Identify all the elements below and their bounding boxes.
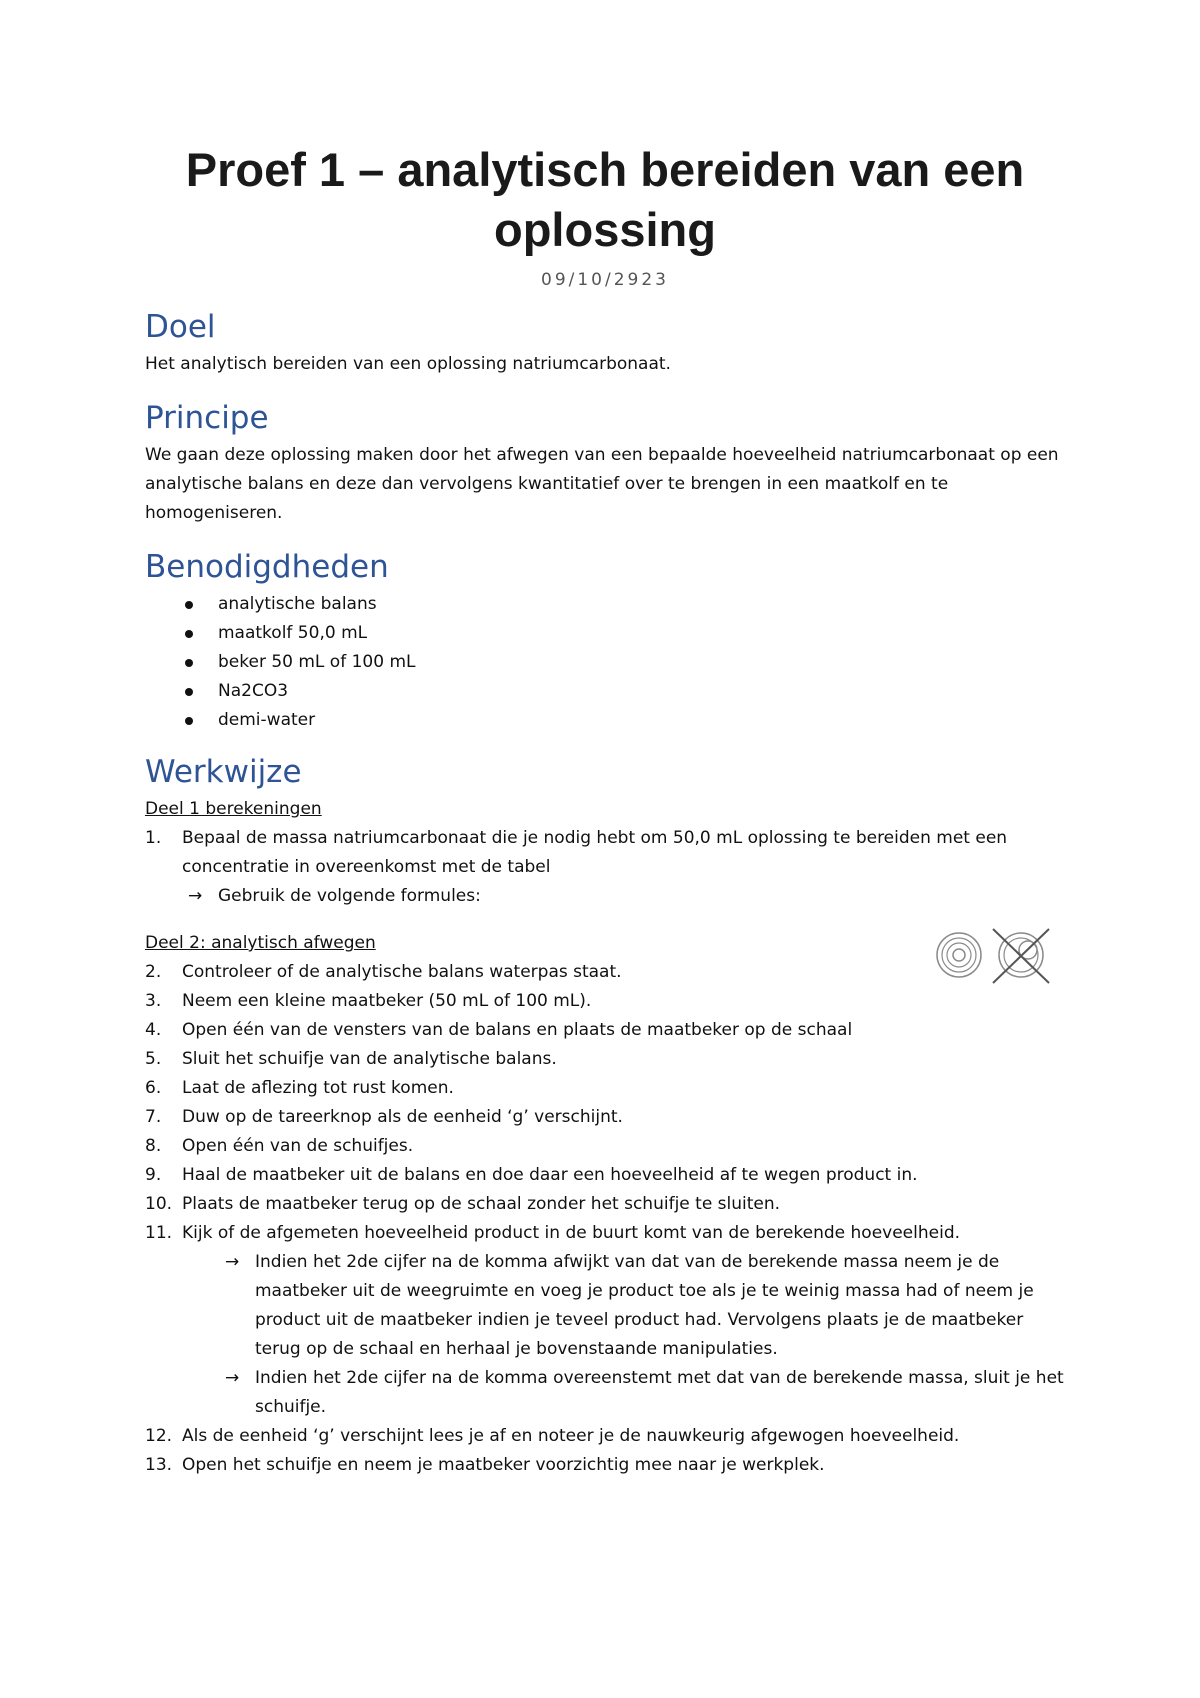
step-item (145, 1190, 1065, 1219)
arrow-note (145, 1248, 1065, 1364)
list-item-text: analytische balans (218, 594, 377, 614)
page-title: Proef 1 – analytisch bereiden van een oplossing (185, 143, 1025, 256)
step-number: 5. (145, 1049, 162, 1069)
bullet-icon (185, 659, 193, 667)
list-item (145, 677, 1065, 706)
document-date: 09/10/2923 (541, 270, 669, 290)
section-heading-benodigdheden: Benodigdheden (145, 549, 389, 585)
step-item (145, 1074, 1065, 1103)
doel-text: Het analytisch bereiden van een oplossing natriumcarbonaat. (145, 354, 671, 374)
step-text: Plaats de maatbeker terug op de schaal zonder het schuifje te sluiten. (182, 1194, 781, 1214)
step-text: Neem een kleine maatbeker (50 mL of 100 mL). (182, 991, 592, 1011)
bullet-icon (185, 688, 193, 696)
step-text: Kijk of de afgemeten hoeveelheid product in de buurt komt van de berekende hoeveelheid. (182, 1223, 961, 1243)
arrow-right-icon: → (188, 886, 203, 906)
step-number: 8. (145, 1136, 162, 1156)
step-text: Open het schuifje en neem je maatbeker voorzichtig mee naar je werkplek. (182, 1455, 825, 1475)
bullet-icon (185, 630, 193, 638)
step-number: 4. (145, 1020, 162, 1040)
step-number: 1. (145, 828, 162, 848)
deel2-section (145, 929, 1065, 1480)
step-item (145, 1103, 1065, 1132)
step-item (145, 1016, 1065, 1045)
deel1-heading: Deel 1 berekeningen (145, 799, 322, 819)
arrow-note-text: Gebruik de volgende formules: (218, 886, 481, 906)
section-heading-principe: Principe (145, 400, 269, 436)
step-item (145, 1161, 1065, 1190)
step-item (145, 1045, 1065, 1074)
benodigdheden-list (145, 590, 1065, 735)
document-page (145, 140, 1065, 1480)
step-text: Controleer of de analytische balans waterpas staat. (182, 962, 622, 982)
step-item (145, 1422, 1065, 1451)
list-item (145, 619, 1065, 648)
section-heading-doel: Doel (145, 309, 216, 345)
step-item (145, 824, 1065, 882)
step-number: 2. (145, 962, 162, 982)
step-text: Duw op de tareerknop als de eenheid ‘g’ verschijnt. (182, 1107, 623, 1127)
step-text: Open één van de schuifjes. (182, 1136, 414, 1156)
list-item-text: beker 50 mL of 100 mL (218, 652, 416, 672)
step-item (145, 1451, 1065, 1480)
step-item (145, 1132, 1065, 1161)
step-number: 7. (145, 1107, 162, 1127)
step-item (145, 1219, 1065, 1248)
list-item (145, 590, 1065, 619)
step-text: Sluit het schuifje van de analytische balans. (182, 1049, 557, 1069)
list-item-text: Na2CO3 (218, 681, 289, 701)
bullet-icon (185, 717, 193, 725)
step-number: 3. (145, 991, 162, 1011)
step-text: Als de eenheid ‘g’ verschijnt lees je af en noteer je de nauwkeurig afgewogen hoeveelheid. (182, 1426, 960, 1446)
step-text: Bepaal de massa natriumcarbonaat die je nodig hebt om 50,0 mL oplossing te bereiden met een concentratie in overeenkomst met de tabel (182, 828, 1008, 877)
arrow-note-text: Indien het 2de cijfer na de komma overeenstemt met dat van de berekende massa, sluit je het schuifje. (255, 1368, 1064, 1417)
section-heading-werkwijze: Werkwijze (145, 754, 302, 790)
list-item (145, 706, 1065, 735)
arrow-note (145, 1364, 1065, 1422)
step-text: Haal de maatbeker uit de balans en doe daar een hoeveelheid af te wegen product in. (182, 1165, 918, 1185)
principe-text: We gaan deze oplossing maken door het afwegen van een bepaalde hoeveelheid natriumcarbonaat op een analytische balans en deze dan vervolgens kwantitatief over te brengen in een maatkolf en te homogeniseren. (145, 445, 1059, 523)
step-number: 11. (145, 1223, 173, 1243)
arrow-right-icon: → (225, 1252, 240, 1272)
deel2-heading: Deel 2: analytisch afwegen (145, 933, 376, 953)
deel2-final-steps (145, 1422, 1065, 1480)
step-number: 9. (145, 1165, 162, 1185)
deel1-steps (145, 824, 1065, 882)
list-item-text: demi-water (218, 710, 316, 730)
arrow-right-icon: → (225, 1368, 240, 1388)
step-text: Laat de aflezing tot rust komen. (182, 1078, 454, 1098)
step-item (145, 958, 1065, 987)
step-number: 13. (145, 1455, 173, 1475)
bullet-icon (185, 601, 193, 609)
arrow-note-text: Indien het 2de cijfer na de komma afwijkt van dat van de berekende massa neem je de maatbeker uit de weegruimte en voeg je product toe als je te weinig massa had of neem je product uit de maatbeker indien je teveel product had. Vervolgens plaats je de maatbeker terug op de schaal en herhaal je bovenstaande manipulaties. (255, 1252, 1034, 1359)
step-number: 6. (145, 1078, 162, 1098)
deel2-steps (145, 958, 1065, 1248)
list-item (145, 648, 1065, 677)
arrow-note (145, 882, 1065, 911)
step-number: 10. (145, 1194, 173, 1214)
list-item-text: maatkolf 50,0 mL (218, 623, 368, 643)
step-number: 12. (145, 1426, 173, 1446)
step-item (145, 987, 1065, 1016)
step-text: Open één van de vensters van de balans en plaats de maatbeker op de schaal (182, 1020, 853, 1040)
